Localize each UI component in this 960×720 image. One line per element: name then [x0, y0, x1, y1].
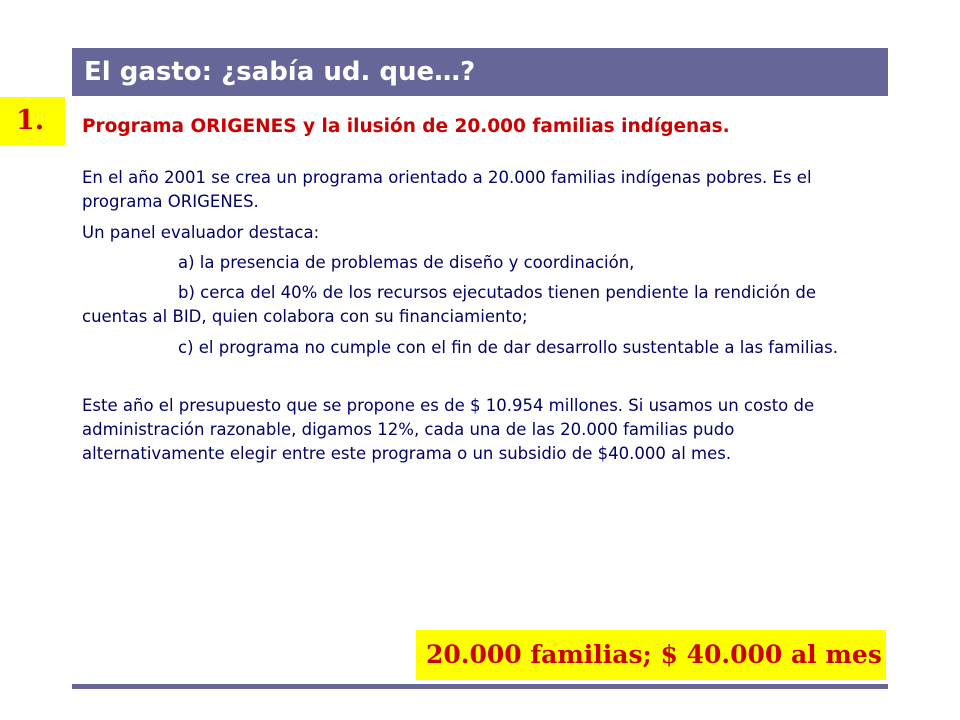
point-c: c) el programa no cumple con el fin de dar desarrollo sustentable a las familias.	[178, 338, 839, 357]
callout-text: 20.000 familias; $ 40.000 al mes	[426, 640, 882, 669]
summary-callout	[416, 630, 886, 680]
title-bar	[72, 48, 888, 96]
intro-paragraph: En el año 2001 se crea un programa orientado a 20.000 familias indígenas pobres. Es el programa ORIGENES.	[82, 168, 812, 211]
section-subtitle: Programa ORIGENES y la ilusión de 20.000 familias indígenas.	[82, 116, 730, 137]
slide-number-badge	[0, 97, 65, 145]
slide-title: El gasto: ¿sabía ud. que…?	[84, 57, 476, 87]
budget-paragraph: Este año el presupuesto que se propone es de $ 10.954 millones. Si usamos un costo de administración razonable, digamos 12%, cada una de las 20.000 familias pudo alternativamente elegir entre este programa o un subsidio de $40.000 al mes.	[82, 396, 815, 463]
point-b: b) cerca del 40% de los recursos ejecutados tienen pendiente la rendición de cuentas al BID, quien colabora con su financiamiento;	[82, 283, 817, 326]
bottom-divider	[72, 684, 888, 689]
slide-content	[82, 114, 882, 466]
slide-number: 1.	[16, 105, 45, 136]
panel-intro: Un panel evaluador destaca:	[82, 223, 320, 242]
point-a: a) la presencia de problemas de diseño y coordinación,	[178, 253, 635, 272]
